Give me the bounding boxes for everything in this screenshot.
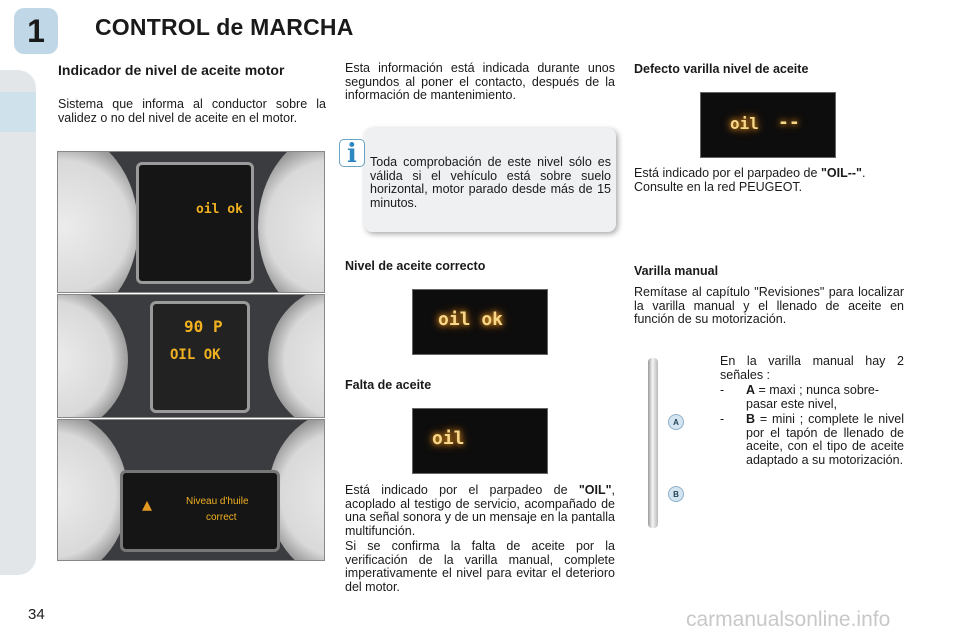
screen-message-line1: Niveau d'huile [186, 496, 249, 507]
intro-text: Sistema que informa al conductor sobre la validez o no del nivel de aceite en el motor. [58, 97, 326, 125]
display-info-text: Esta información está indicada durante unos segundos al poner el contacto, después de la información de mantenimiento. [345, 61, 615, 102]
defect-text [634, 167, 904, 194]
left-gauge [57, 294, 128, 418]
info-icon: i [339, 139, 365, 167]
low-oil-action-text: Si se confirma la falta de aceite por la verificación de la varilla manual, complete imperativamente el nivel para evitar el deterioro del motor. [345, 539, 615, 594]
low-oil-text-pre: Está indicado por el parpadeo de [345, 483, 579, 497]
bullet-dash: - [720, 412, 725, 426]
left-gauge [57, 419, 128, 561]
page-number: 34 [28, 606, 45, 623]
info-note-text: Toda comprobación de este nivel sólo es válida si el vehículo está sobre suelo horizontal, motor parado desde más de 15 minutos. [370, 155, 611, 210]
left-gauge [57, 151, 138, 293]
oil-defect-display-text: oil [730, 114, 759, 133]
oil-defect-display-dashes: -- [778, 112, 800, 133]
cluster-display-text: oil ok [196, 202, 243, 217]
defect-heading: Defecto varilla nivel de aceite [634, 62, 809, 76]
correct-level-heading: Nivel de aceite correcto [345, 259, 486, 273]
cluster-readout: 90 [184, 317, 204, 336]
watermark: carmanualsonline.info [686, 608, 891, 631]
section-heading-oil-level: Indicador de nivel de aceite motor [58, 62, 285, 78]
defect-text-bold: "OIL--" [820, 166, 862, 180]
bullet-dash: - [720, 383, 725, 397]
cluster-gear: P [213, 317, 223, 336]
bullet-desc: = mini ; complete le nivel por el tapón de llenado de aceite, con el tipo de aceite adaptado a su motorización. [746, 412, 904, 467]
chapter-side-strip [0, 70, 36, 575]
dipstick-heading: Varilla manual [634, 264, 719, 278]
right-gauge [268, 294, 325, 418]
dipstick-mark-b: B [668, 486, 684, 502]
bullet-text [746, 413, 904, 467]
dipstick-marks-intro: En la varilla manual hay 2 señales : [720, 354, 904, 382]
dipstick-illustration [648, 358, 658, 528]
chapter-number: 1 [27, 13, 45, 49]
cluster-display-text: OIL OK [170, 347, 221, 363]
oil-can-icon: ▴ [142, 494, 153, 516]
oil-ok-display-text: oil ok [438, 309, 504, 330]
dashboard-photo-3 [57, 419, 325, 561]
bullet-key: A [746, 383, 756, 397]
bullet-text [746, 384, 904, 411]
low-oil-text-bold: "OIL" [578, 483, 612, 497]
low-oil-heading: Falta de aceite [345, 378, 432, 392]
right-gauge [258, 151, 325, 293]
list-item [720, 384, 904, 411]
dipstick-mark-a: A [668, 414, 684, 430]
page-title: CONTROL de MARCHA [95, 14, 354, 40]
oil-defect-display [700, 92, 836, 158]
defect-text-pre: Está indicado por el parpadeo de [634, 166, 821, 180]
bullet-desc: = maxi ; nunca sobre-pasar este nivel, [746, 383, 880, 411]
bullet-key: B [746, 412, 756, 426]
dipstick-text: Remítase al capítulo "Revisiones" para localizar la varilla manual y el llenado de aceite en función de su motorización. [634, 285, 904, 326]
cluster-display [136, 162, 254, 284]
dashboard-photo-1 [57, 151, 325, 293]
low-oil-text-post: , acoplado al testigo de servicio, acompañado de una señal sonora y de un mensaje en la pantalla multifunción. [345, 483, 615, 538]
chapter-side-accent [0, 92, 36, 132]
list-item [720, 413, 904, 467]
low-oil-text [345, 484, 615, 538]
oil-low-display-text: oil [432, 428, 465, 449]
defect-text-post: . Consulte en la red PEUGEOT. [634, 166, 866, 194]
dipstick-marks-list [720, 384, 904, 467]
screen-message-line2: correct [206, 512, 237, 523]
dashboard-photo-2 [57, 294, 325, 418]
